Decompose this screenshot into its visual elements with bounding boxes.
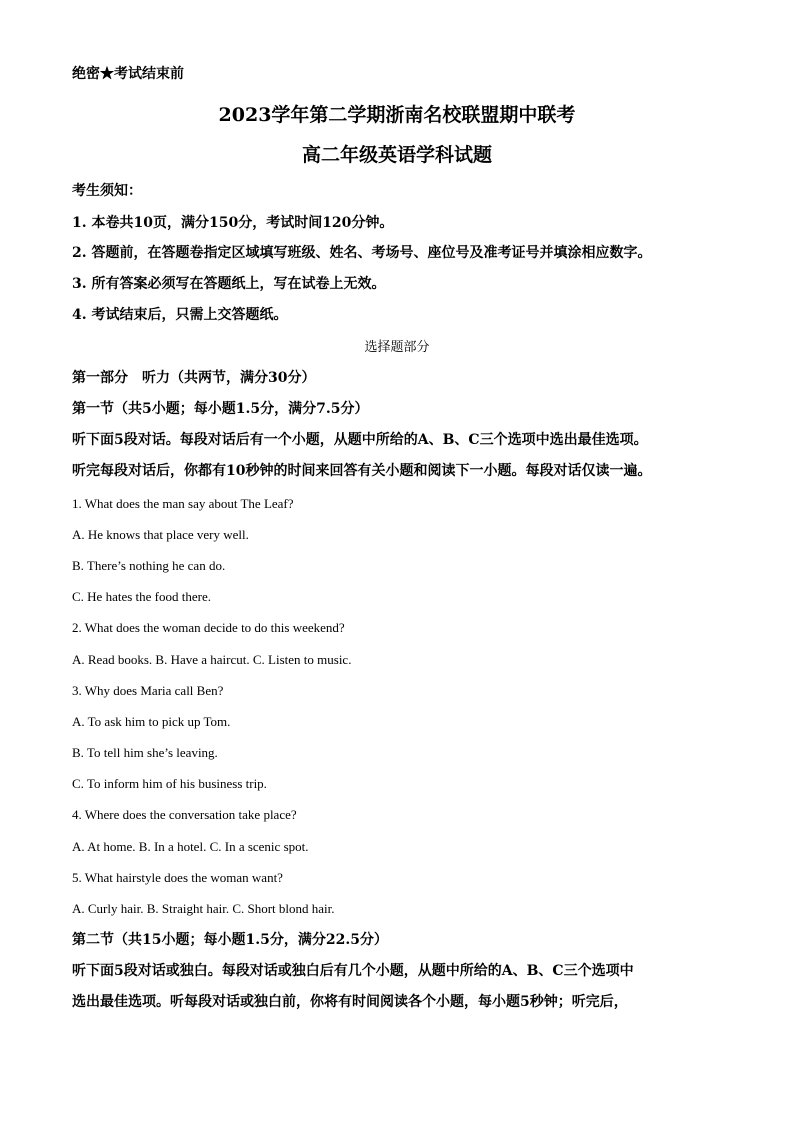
section-heading: 第一节（共5小题；每小题1.5分，满分7.5分） xyxy=(72,401,369,417)
notice-item: 2. 答题前，在答题卷指定区域填写班级、姓名、考场号、座位号及准考证号并填涂相应数字。 xyxy=(72,245,652,261)
question-line: B. There’s nothing he can do. xyxy=(72,558,226,573)
question-line: 5. What hairstyle does the woman want? xyxy=(72,870,283,885)
question-line: B. To tell him she’s leaving. xyxy=(72,745,218,760)
section-instructions: 听下面5段对话。每段对话后有一个小题，从题中所给的A、B、C三个选项中选出最佳选项。 xyxy=(72,432,648,448)
question-line: C. To inform him of his business trip. xyxy=(72,776,267,791)
question-line: C. He hates the food there. xyxy=(72,589,211,604)
question-line: A. Curly hair. B. Straight hair. C. Short blond hair. xyxy=(72,901,335,916)
notice-item: 4. 考试结束后，只需上交答题纸。 xyxy=(72,307,288,323)
section-instructions: 听下面5段对话或独白。每段对话或独白后有几个小题，从题中所给的A、B、C三个选项中 xyxy=(72,963,634,979)
confidential-label: 绝密★考试结束前 xyxy=(72,66,184,82)
question-line: 4. Where does the conversation take place? xyxy=(72,807,297,822)
notice-item: 1. 本卷共10页，满分150分，考试时间120分钟。 xyxy=(72,215,394,231)
question-line: A. At home. B. In a hotel. C. In a scenic spot. xyxy=(72,839,309,854)
question-line: A. He knows that place very well. xyxy=(72,527,249,542)
question-line: 3. Why does Maria call Ben? xyxy=(72,683,224,698)
exam-title: 2023学年第二学期浙南名校联盟期中联考 xyxy=(218,104,576,126)
part-heading: 第一部分 听力（共两节，满分30分） xyxy=(72,370,316,386)
notice-item: 3. 所有答案必须写在答题纸上，写在试卷上无效。 xyxy=(72,276,386,292)
section-heading: 第二节（共15小题；每小题1.5分，满分22.5分） xyxy=(72,932,388,948)
exam-subtitle: 高二年级英语学科试题 xyxy=(301,144,492,166)
question-line: 2. What does the woman decide to do this weekend? xyxy=(72,620,345,635)
question-line: 1. What does the man say about The Leaf? xyxy=(72,496,294,511)
question-line: A. Read books. B. Have a haircut. C. Listen to music. xyxy=(72,652,352,667)
section-instructions: 听完每段对话后，你都有10秒钟的时间来回答有关小题和阅读下一小题。每段对话仅读一遍。 xyxy=(72,463,652,479)
notice-heading: 考生须知： xyxy=(72,183,142,199)
section-instructions: 选出最佳选项。听每段对话或独白前，你将有时间阅读各个小题，每小题5秒钟；听完后， xyxy=(72,994,628,1010)
question-line: A. To ask him to pick up Tom. xyxy=(72,714,231,729)
section-label: 选择题部分 xyxy=(364,340,430,355)
